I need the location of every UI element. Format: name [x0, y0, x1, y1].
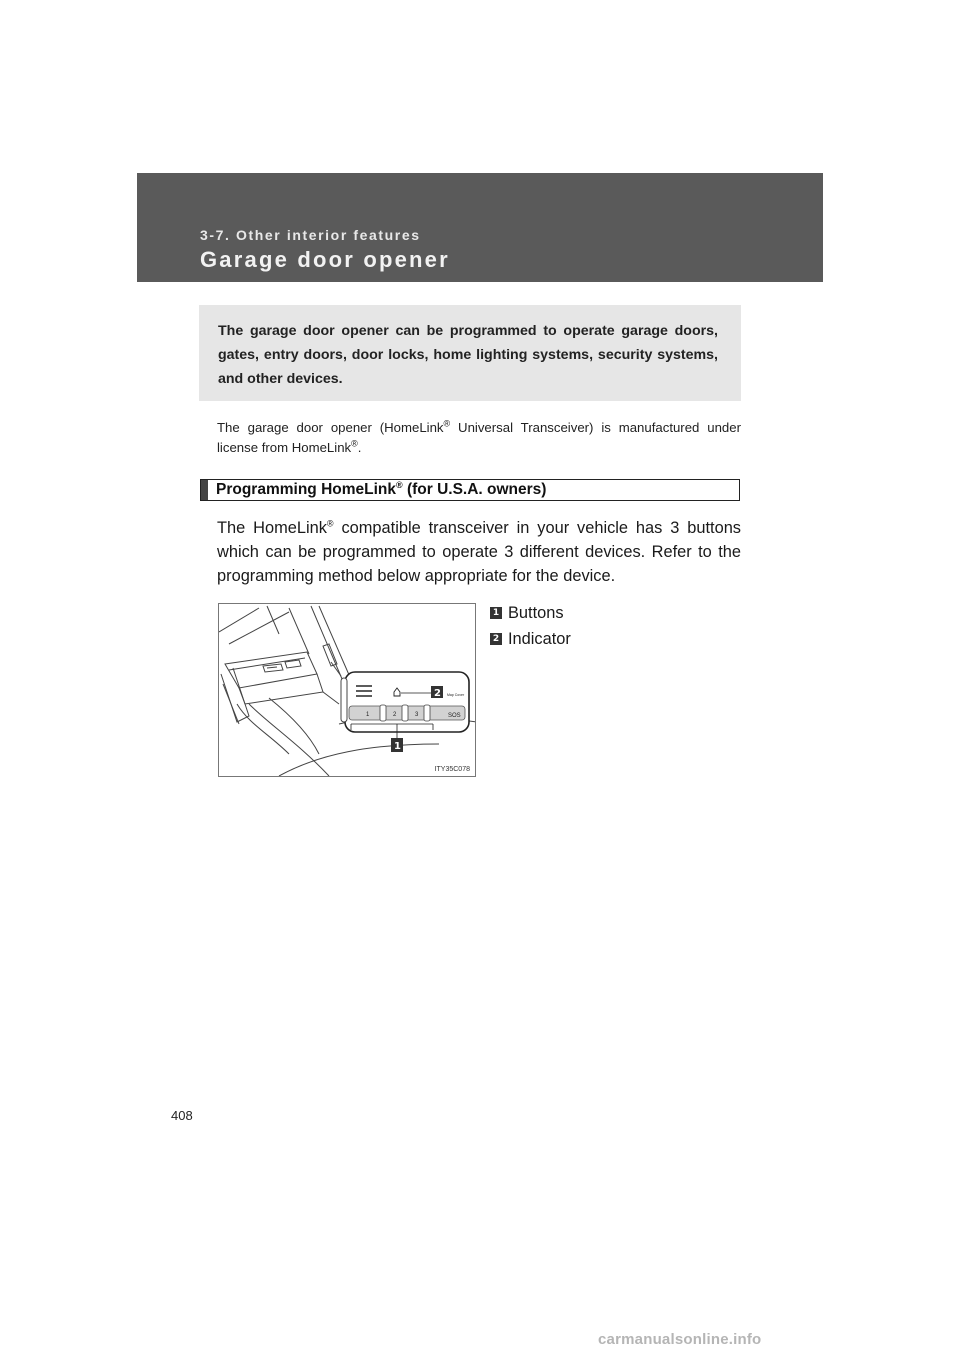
callout-1: 1	[394, 741, 401, 752]
overhead-console-drawing	[219, 604, 476, 777]
license-note	[217, 418, 741, 458]
callout-2: 2	[434, 688, 441, 699]
subheading-part1: Programming HomeLink	[216, 481, 396, 498]
legend-number-icon: 1	[490, 607, 502, 619]
registered-mark: ®	[443, 418, 451, 429]
chapter-header	[137, 173, 823, 282]
figure-legend	[490, 600, 571, 652]
legend-number-icon: 2	[490, 633, 502, 645]
subheading-part2: (for U.S.A. owners)	[402, 481, 547, 498]
body-part2: compatible transceiver in your vehicle has 3 buttons which can be programmed to operate 3 different devices. Refer to the programming method below appropriate for the device.	[217, 519, 741, 585]
legend-item-indicator	[490, 626, 571, 652]
button-label-3: 3	[415, 712, 419, 718]
body-part1: The HomeLink	[217, 519, 327, 537]
button-label-2: 2	[393, 712, 397, 718]
subheading-programming	[200, 479, 740, 501]
subheading-marker	[201, 480, 208, 500]
registered-mark: ®	[326, 518, 334, 529]
license-note-part2: Universal Transceiver) is manufactured under license from HomeLink	[217, 420, 741, 455]
watermark-logo: carmanualsonline.info	[598, 1331, 762, 1348]
legend-label: Indicator	[508, 629, 571, 648]
legend-label: Buttons	[508, 603, 564, 622]
license-note-part3: .	[357, 440, 362, 455]
license-note-part1: The garage door opener (HomeLink	[217, 420, 444, 435]
homelink-illustration	[218, 603, 476, 777]
map-cover-label: Map Cover	[447, 693, 465, 697]
registered-mark: ®	[351, 438, 358, 449]
figure-code: ITY35C078	[434, 766, 470, 773]
sos-label: SOS	[448, 713, 461, 719]
registered-mark: ®	[396, 479, 403, 490]
body-paragraph	[217, 516, 741, 588]
chapter-title: Garage door opener	[200, 247, 450, 272]
page-number: 408	[171, 1108, 193, 1123]
section-label: 3-7. Other interior features	[200, 227, 421, 243]
intro-box	[199, 305, 741, 401]
button-label-1: 1	[366, 712, 370, 718]
legend-item-buttons	[490, 600, 571, 626]
intro-text: The garage door opener can be programmed to operate garage doors, gates, entry doors, door locks, home lighting systems, security systems, and other devices.	[218, 323, 718, 387]
subheading-text	[216, 481, 546, 499]
